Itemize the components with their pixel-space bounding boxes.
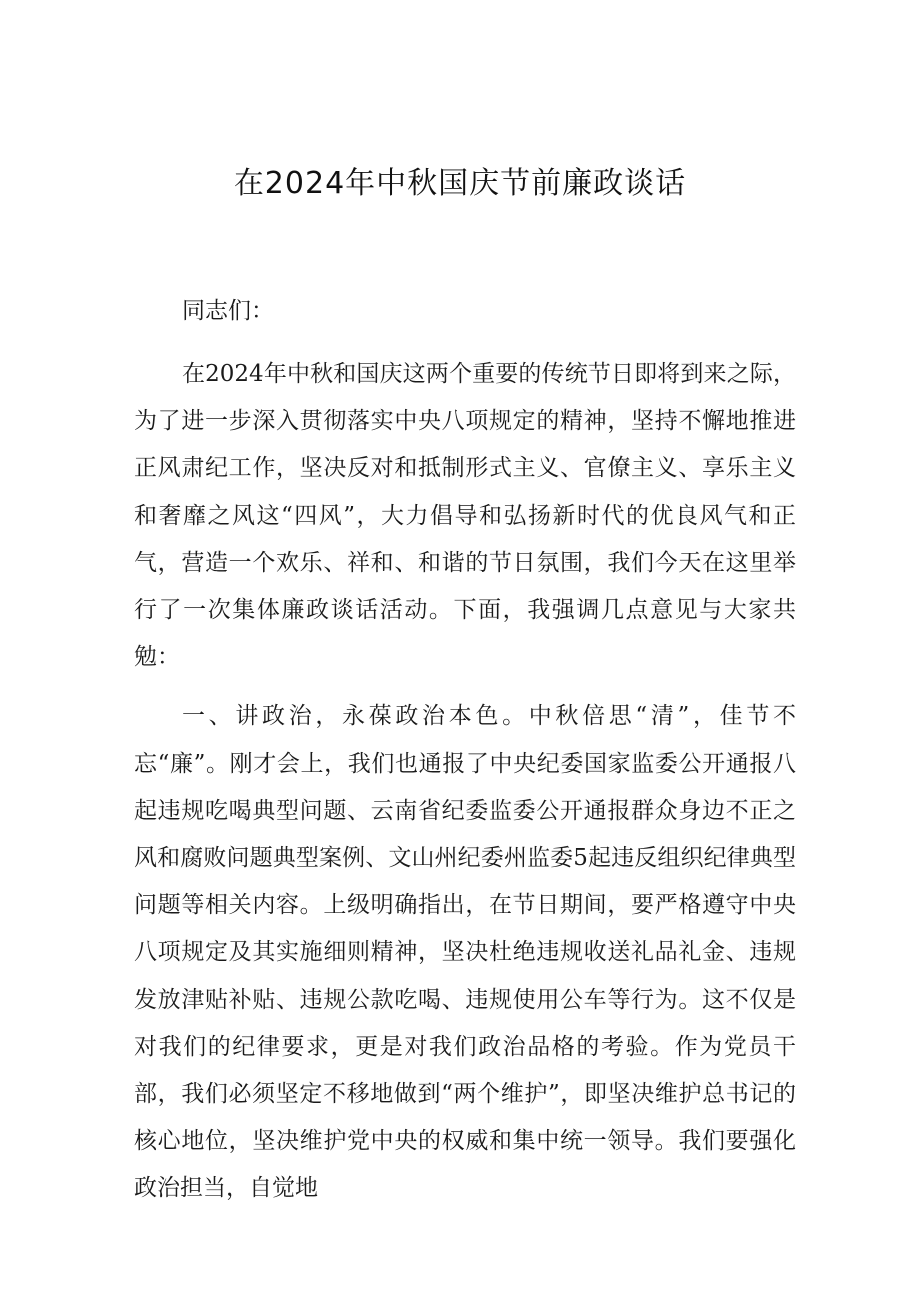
- document-title: 在2024年中秋国庆节前廉政谈话: [233, 166, 687, 201]
- greeting: 同志们：: [182, 298, 274, 324]
- paragraph-section-one: 一、讲政治，永葆政治本色。中秋倍思“清”，佳节不忘“廉”。刚才会上，我们也通报了中央纪委国家监委公开通报八起违规吃喝典型问题、云南省纪委监委公开通报群众身边不正之风和腐败问题典型案例、文山州纪委州监委5起违反组织纪律典型问题等相关内容。上级明确指出，在节日期间，要严格遵守中央八项规定及其实施细则精神，坚决杜绝违规收送礼品礼金、违规发放津贴补贴、违规公款吃喝、违规使用公车等行为。这不仅是对我们的纪律要求，更是对我们政治品格的考验。作为党员干部，我们必须坚定不移地做到“两个维护”，即坚决维护总书记的核心地位，坚决维护党中央的权威和集中统一领导。我们要强化政治担当，自觉地: [134, 703, 796, 1202]
- paragraph-intro: 在2024年中秋和国庆这两个重要的传统节日即将到来之际，为了进一步深入贯彻落实中央八项规定的精神，坚持不懈地推进正风肃纪工作，坚决反对和抵制形式主义、官僚主义、享乐主义和奢靡之风这“四风”，大力倡导和弘扬新时代的优良风气和正气，营造一个欢乐、祥和、和谐的节日氛围，我们今天在这里举行了一次集体廉政谈话活动。下面，我强调几点意见与大家共勉：: [134, 361, 796, 671]
- document-body: [134, 288, 796, 1213]
